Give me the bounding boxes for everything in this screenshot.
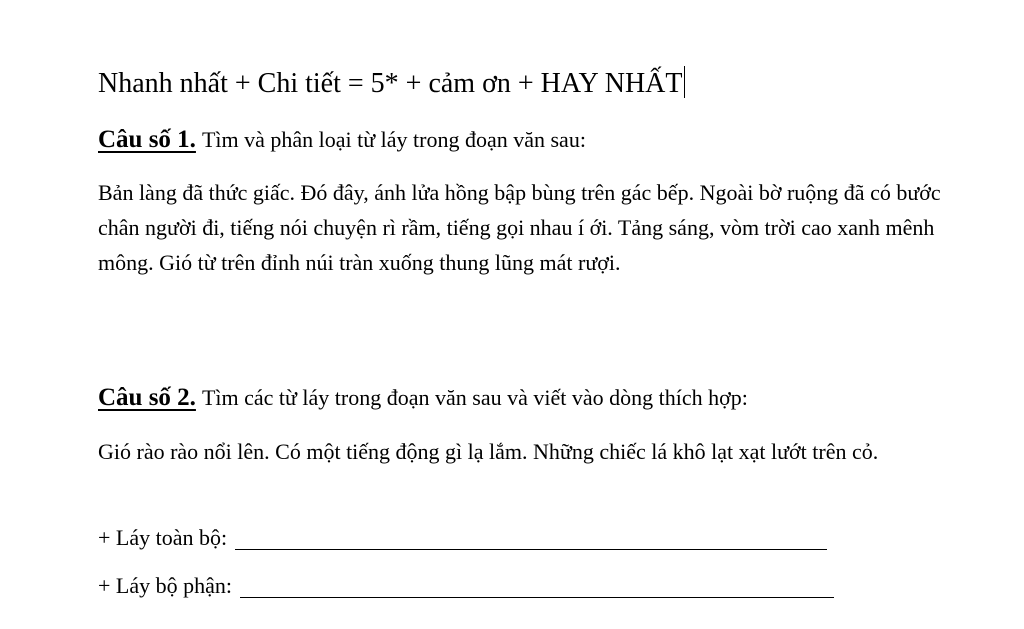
answer-line-partial-reduplication (98, 570, 834, 602)
answer-blank-partial-reduplication[interactable] (240, 575, 834, 598)
question-1-prompt: Tìm và phân loại từ láy trong đoạn văn sau: (201, 127, 586, 152)
answer-label-full-reduplication: + Láy toàn bộ: (98, 525, 228, 550)
question-2-heading (98, 380, 748, 416)
question-2-prompt: Tìm các từ láy trong đoạn văn sau và viết vào dòng thích hợp: (201, 385, 748, 410)
question-2-label: Câu số 2. (98, 384, 196, 411)
text-cursor (684, 66, 685, 98)
answer-line-full-reduplication (98, 522, 827, 554)
answer-blank-full-reduplication[interactable] (235, 527, 827, 550)
question-1-label: Câu số 1. (98, 126, 196, 153)
answer-label-partial-reduplication: + Láy bộ phận: (98, 573, 232, 598)
headline-text: Nhanh nhất + Chi tiết = 5* + cảm ơn + HAY NHẤT (98, 68, 683, 99)
question-1-passage: Bản làng đã thức giấc. Đó đây, ánh lửa hồng bập bùng trên gác bếp. Ngoài bờ ruộng đã có bước chân người đi, tiếng nói chuyện rì rầm, tiếng gọi nhau í ới. Tảng sáng, vòm trời cao xanh mênh mông. Gió từ trên đỉnh núi tràn xuống thung lũng mát rượi. (98, 180, 941, 275)
headline (98, 62, 685, 106)
question-2-passage: Gió rào rào nổi lên. Có một tiếng động gì lạ lắm. Những chiếc lá khô lạt xạt lướt trên cỏ. (98, 439, 879, 464)
question-1-heading (98, 122, 586, 158)
